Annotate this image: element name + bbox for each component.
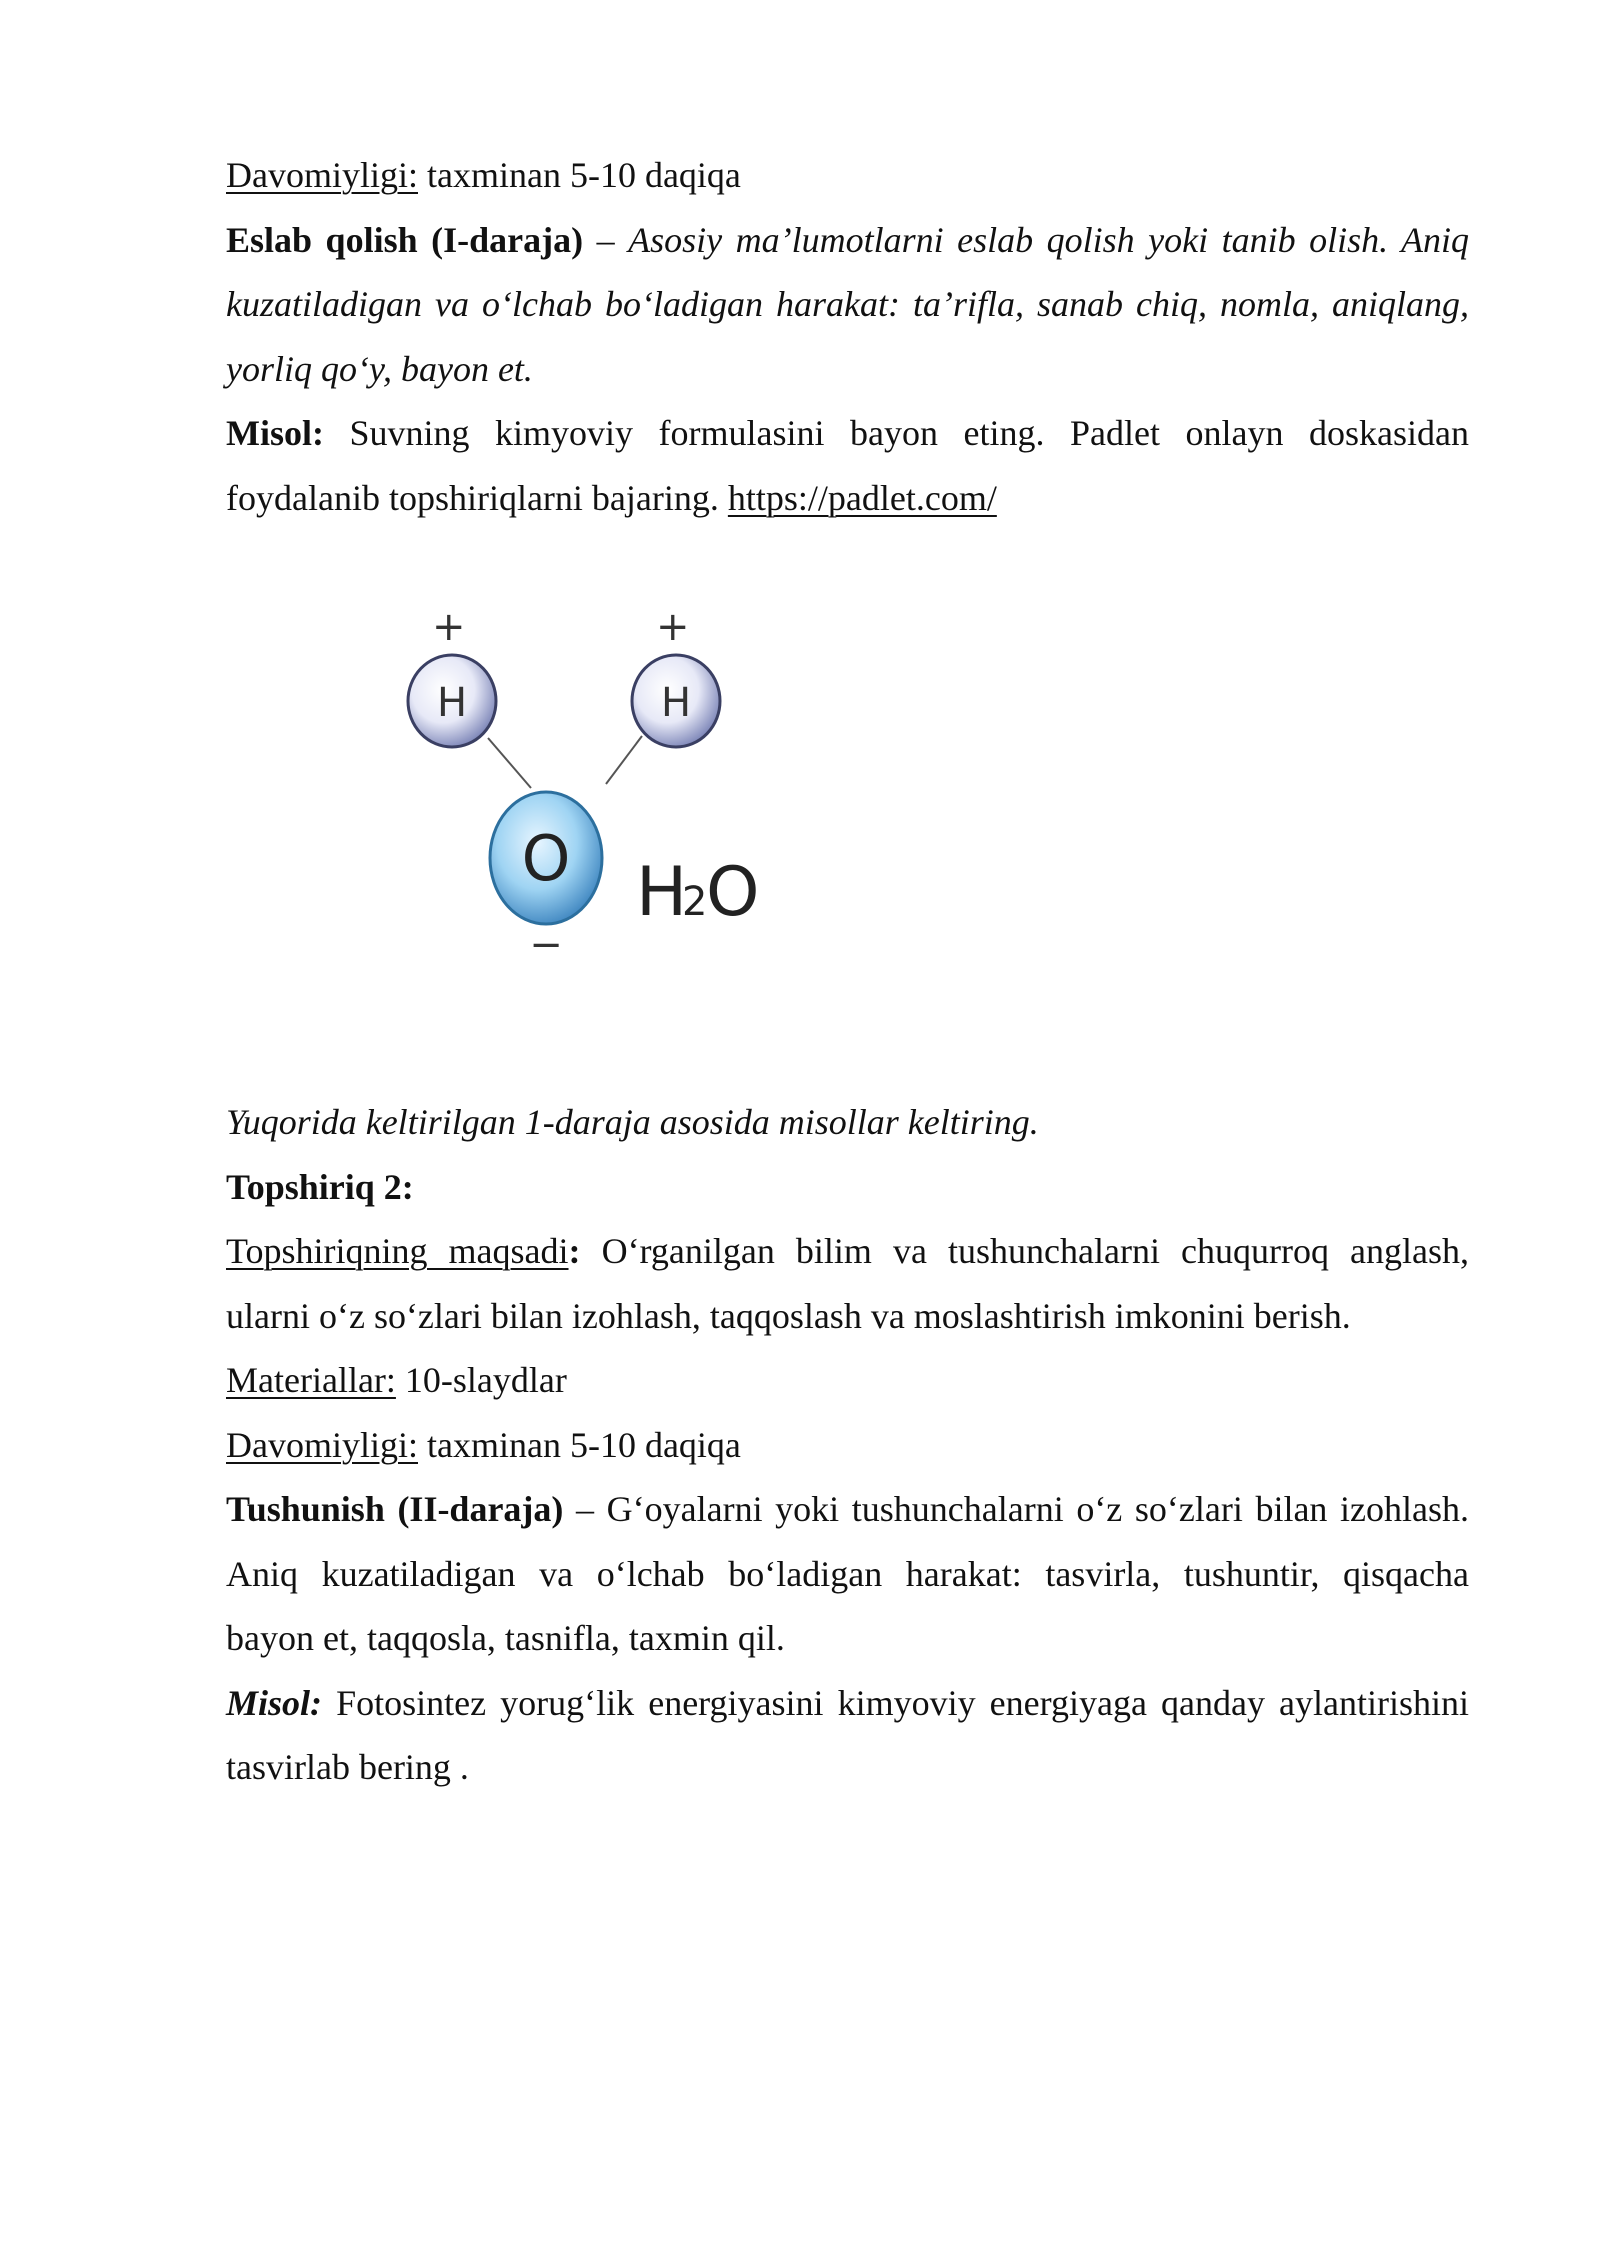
hydrogen-left-symbol: H [436,680,468,726]
understand-level-line-1 [226,1477,1469,1542]
duration-text-2: taxminan 5-10 daqiqa [418,1424,741,1465]
dash: – [583,219,629,260]
oxygen-symbol: O [521,822,571,895]
bond-left [488,738,531,788]
example-2-label: Misol: [226,1682,323,1723]
water-molecule-figure [226,530,1469,1090]
materials-text: 10-slaydlar [395,1360,567,1400]
materials-paragraph [226,1348,1469,1413]
duration-label-2: Davomiyligi: [226,1424,418,1465]
understand-level-line-3: bayon et, taqqosla, tasnifla, taxmin qil. [226,1618,785,1658]
remember-level-description: Asosiy ma’lumotlarni eslab qolish yoki tanib olish. Aniq [628,219,1469,260]
bond-right [606,736,642,784]
example-1-text: Suvning kimyoviy formulasini bayon eting. Padlet onlayn doskasidan [323,413,1469,453]
task-goal-line-1 [226,1219,1469,1284]
duration-text: taxminan 5-10 daqiqa [418,155,741,195]
task-goal-line-2: ularni o‘z so‘zlari bilan izohlash, taqqoslash va moslashtirish imkonini berish. [226,1295,1351,1336]
padlet-link[interactable]: https://padlet.com/ [727,477,997,518]
examples-instruction: Yuqorida keltirilgan 1-daraja asosida misollar keltiring. [226,1102,1039,1142]
remember-level-title: Eslab qolish (I-daraja) [226,219,584,260]
remember-level-line-2: kuzatiladigan va o‘lchab bo‘ladigan harakat: ta’rifla, sanab chiq, nomla, aniqlang, [226,284,1469,324]
task-2-heading: Topshiriq 2: [226,1166,414,1207]
understand-level-description: – G‘oyalarni yoki tushunchalarni o‘z so‘zlari bilan izohlash. [563,1489,1469,1529]
example-2-line-1 [226,1671,1469,1736]
hydrogen-right-symbol: H [660,680,692,726]
oxygen-charge: − [529,922,563,968]
understand-level-title: Tushunish (II-daraja) [226,1489,564,1529]
formula-o: O [706,853,760,932]
materials-label: Materiallar: [226,1360,396,1400]
example-1-text-2: foydalanib topshiriqlarni bajaring. [226,477,728,518]
formula-h: H [636,853,688,932]
hydrogen-left-charge: + [432,604,466,650]
duration-label: Davomiyligi: [226,155,418,195]
example-1-line-1 [226,401,1469,466]
task-goal-colon: : [568,1231,581,1271]
remember-level-line-3: yorliq qo‘y, bayon et. [226,348,533,389]
duration-paragraph-2 [226,1413,1469,1478]
document-body [226,143,1469,1800]
duration-paragraph [226,143,1469,208]
task-goal-text: O‘rganilgan bilim va tushunchalarni chuqurroq anglash, [580,1231,1469,1271]
task-goal-label: Topshiriqning maqsadi [226,1231,569,1271]
understand-level-line-2: Aniq kuzatiladigan va o‘lchab bo‘ladigan harakat: tasvirla, tushuntir, qisqacha [226,1553,1469,1594]
example-1-line-2 [226,466,1469,531]
remember-level-line-1 [226,208,1469,273]
example-label: Misol: [226,413,324,453]
water-molecule-diagram [346,558,866,1078]
formula-subscript: 2 [682,879,708,925]
example-2-text: Fotosintez yorug‘lik energiyasini kimyoviy energiyaga qanday aylantirishini [322,1682,1469,1723]
hydrogen-right-charge: + [656,604,690,650]
example-2-line-2: tasvirlab bering . [226,1747,469,1787]
